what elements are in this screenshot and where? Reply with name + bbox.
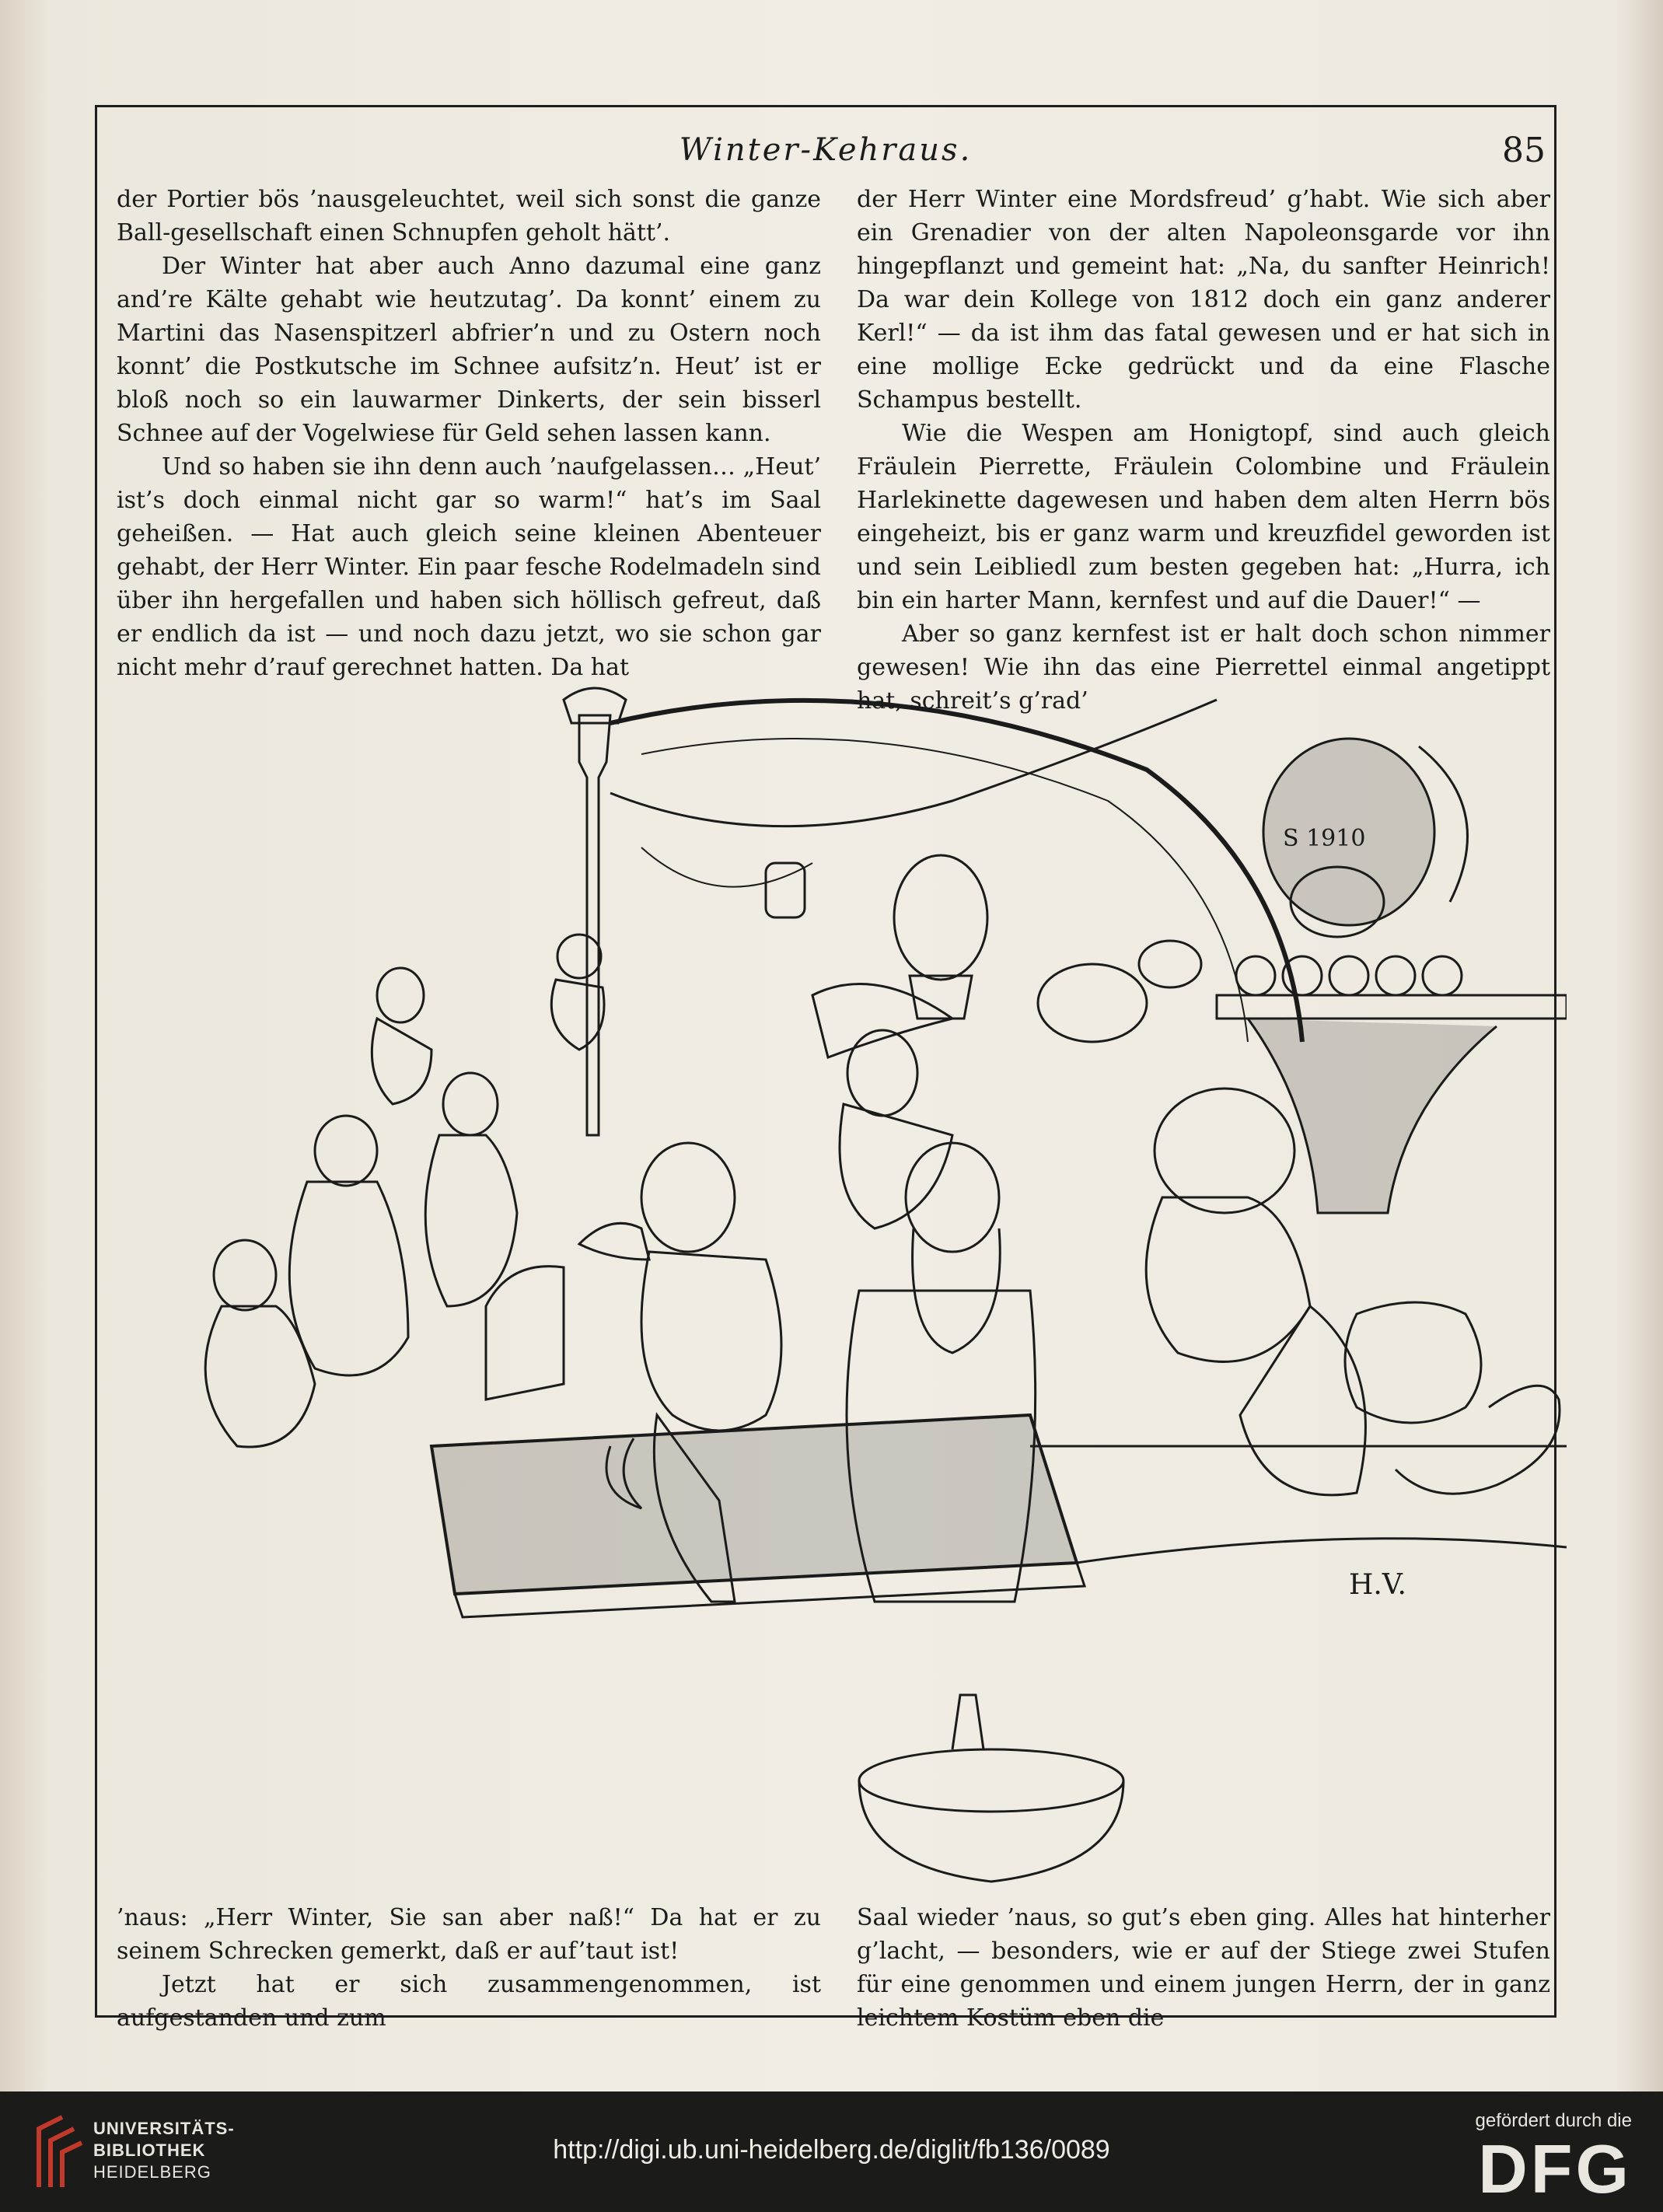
text-column-bottom-left [117,1901,821,2032]
text-column-bottom-right [857,1901,1550,2032]
viewer-footer [0,2091,1663,2212]
artist-signature: H.V. [1349,1569,1406,1601]
page-number: 85 [1502,131,1546,170]
paragraph: ’naus: „Herr Winter, Sie san aber naß!“ Da hat er zu seinem Schrecken gemerkt, daß er auf’taut ist! [117,1904,821,1965]
library-name-line: BIBLIOTHEK [93,2140,206,2160]
paragraph: Aber so ganz kernfest ist er halt doch schon nimmer gewesen! Wie ihn das eine Pierrettel einmal angetippt hat, schreit’s g’rad’ [857,620,1550,715]
text-column-top-right [857,183,1550,715]
paragraph: Jetzt hat er sich zusammengenommen, ist aufgestanden und zum [117,1971,821,2032]
paragraph: Saal wieder ’naus, so gut’s eben ging. Alles hat hinterher g’lacht, — besonders, wie er auf der Stiege zwei Stufen für eine genommen und einem jungen Herrn, der in ganz leichtem Kostüm eben die [857,1904,1550,2032]
permalink-url[interactable]: http://digi.ub.uni-heidelberg.de/diglit/fb136/0089 [553,2135,1110,2165]
page-header [95,132,1556,179]
carnival-illustration [175,669,1567,1889]
banner-text: S 1910 [1283,825,1366,852]
paragraph: Der Winter hat aber auch Anno dazumal eine ganz and’re Kälte gehabt wie heutzutag’. Da konnt’ einem zu Martini das Nasenspitzerl abfrier’n und zu Ostern noch konnt’ die Postkutsche im Schnee aufsitz’n. Heut’ ist er bloß noch so ein lauwarmer Dinkerts, der sein bisserl Schnee auf der Vogelwiese für Geld sehen lassen kann. [117,253,821,447]
funder-label: gefördert durch die [1475,2110,1632,2131]
running-title: Winter-Kehraus. [679,132,973,168]
library-name-line: HEIDELBERG [93,2162,211,2182]
paragraph: der Herr Winter eine Mordsfreud’ g’habt. Wie sich aber ein Grenadier von der alten Napoleonsgarde vor ihn hingepflanzt und gemeint hat: „Na, du sanfter Heinrich! Da war dein Kollege von 1812 doch ein ganz anderer Kerl!“ — da ist ihm das fatal gewesen und er hat sich in eine mollige Ecke gedrückt und da eine Flasche Schampus bestellt. [857,186,1550,414]
dfg-logo: DFG [1478,2130,1632,2207]
text-column-top-left [117,183,821,681]
paragraph: Wie die Wespen am Honigtopf, sind auch gleich Fräulein Pierrette, Fräulein Colombine und Fräulein Harlekinette dagewesen und haben dem alten Herrn bös eingeheizt, bis er ganz warm und kreuzfidel geworden ist und sein Leibliedl zum besten gegeben hat: „Hurra, ich bin ein harter Mann, kernfest und auf die Dauer!“ — [857,420,1550,614]
library-name-line: UNIVERSITÄTS- [93,2119,235,2138]
paragraph: der Portier bös ’nausgeleuchtet, weil sich sonst die ganze Ball-gesellschaft einen Schnupfen geholt hätt’. [117,186,821,246]
paragraph: Und so haben sie ihn denn auch ’naufgelassen… „Heut’ ist’s doch einmal nicht gar so warm!“ hat’s im Saal geheißen. — Hat auch gleich seine kleinen Abenteuer gehabt, der Herr Winter. Ein paar fesche Rodelmadeln sind über ihn hergefallen und haben sich höllisch gefreut, daß er endlich da ist — und noch dazu jetzt, wo sie schon gar nicht mehr d’rauf gerechnet hatten. Da hat [117,453,821,681]
